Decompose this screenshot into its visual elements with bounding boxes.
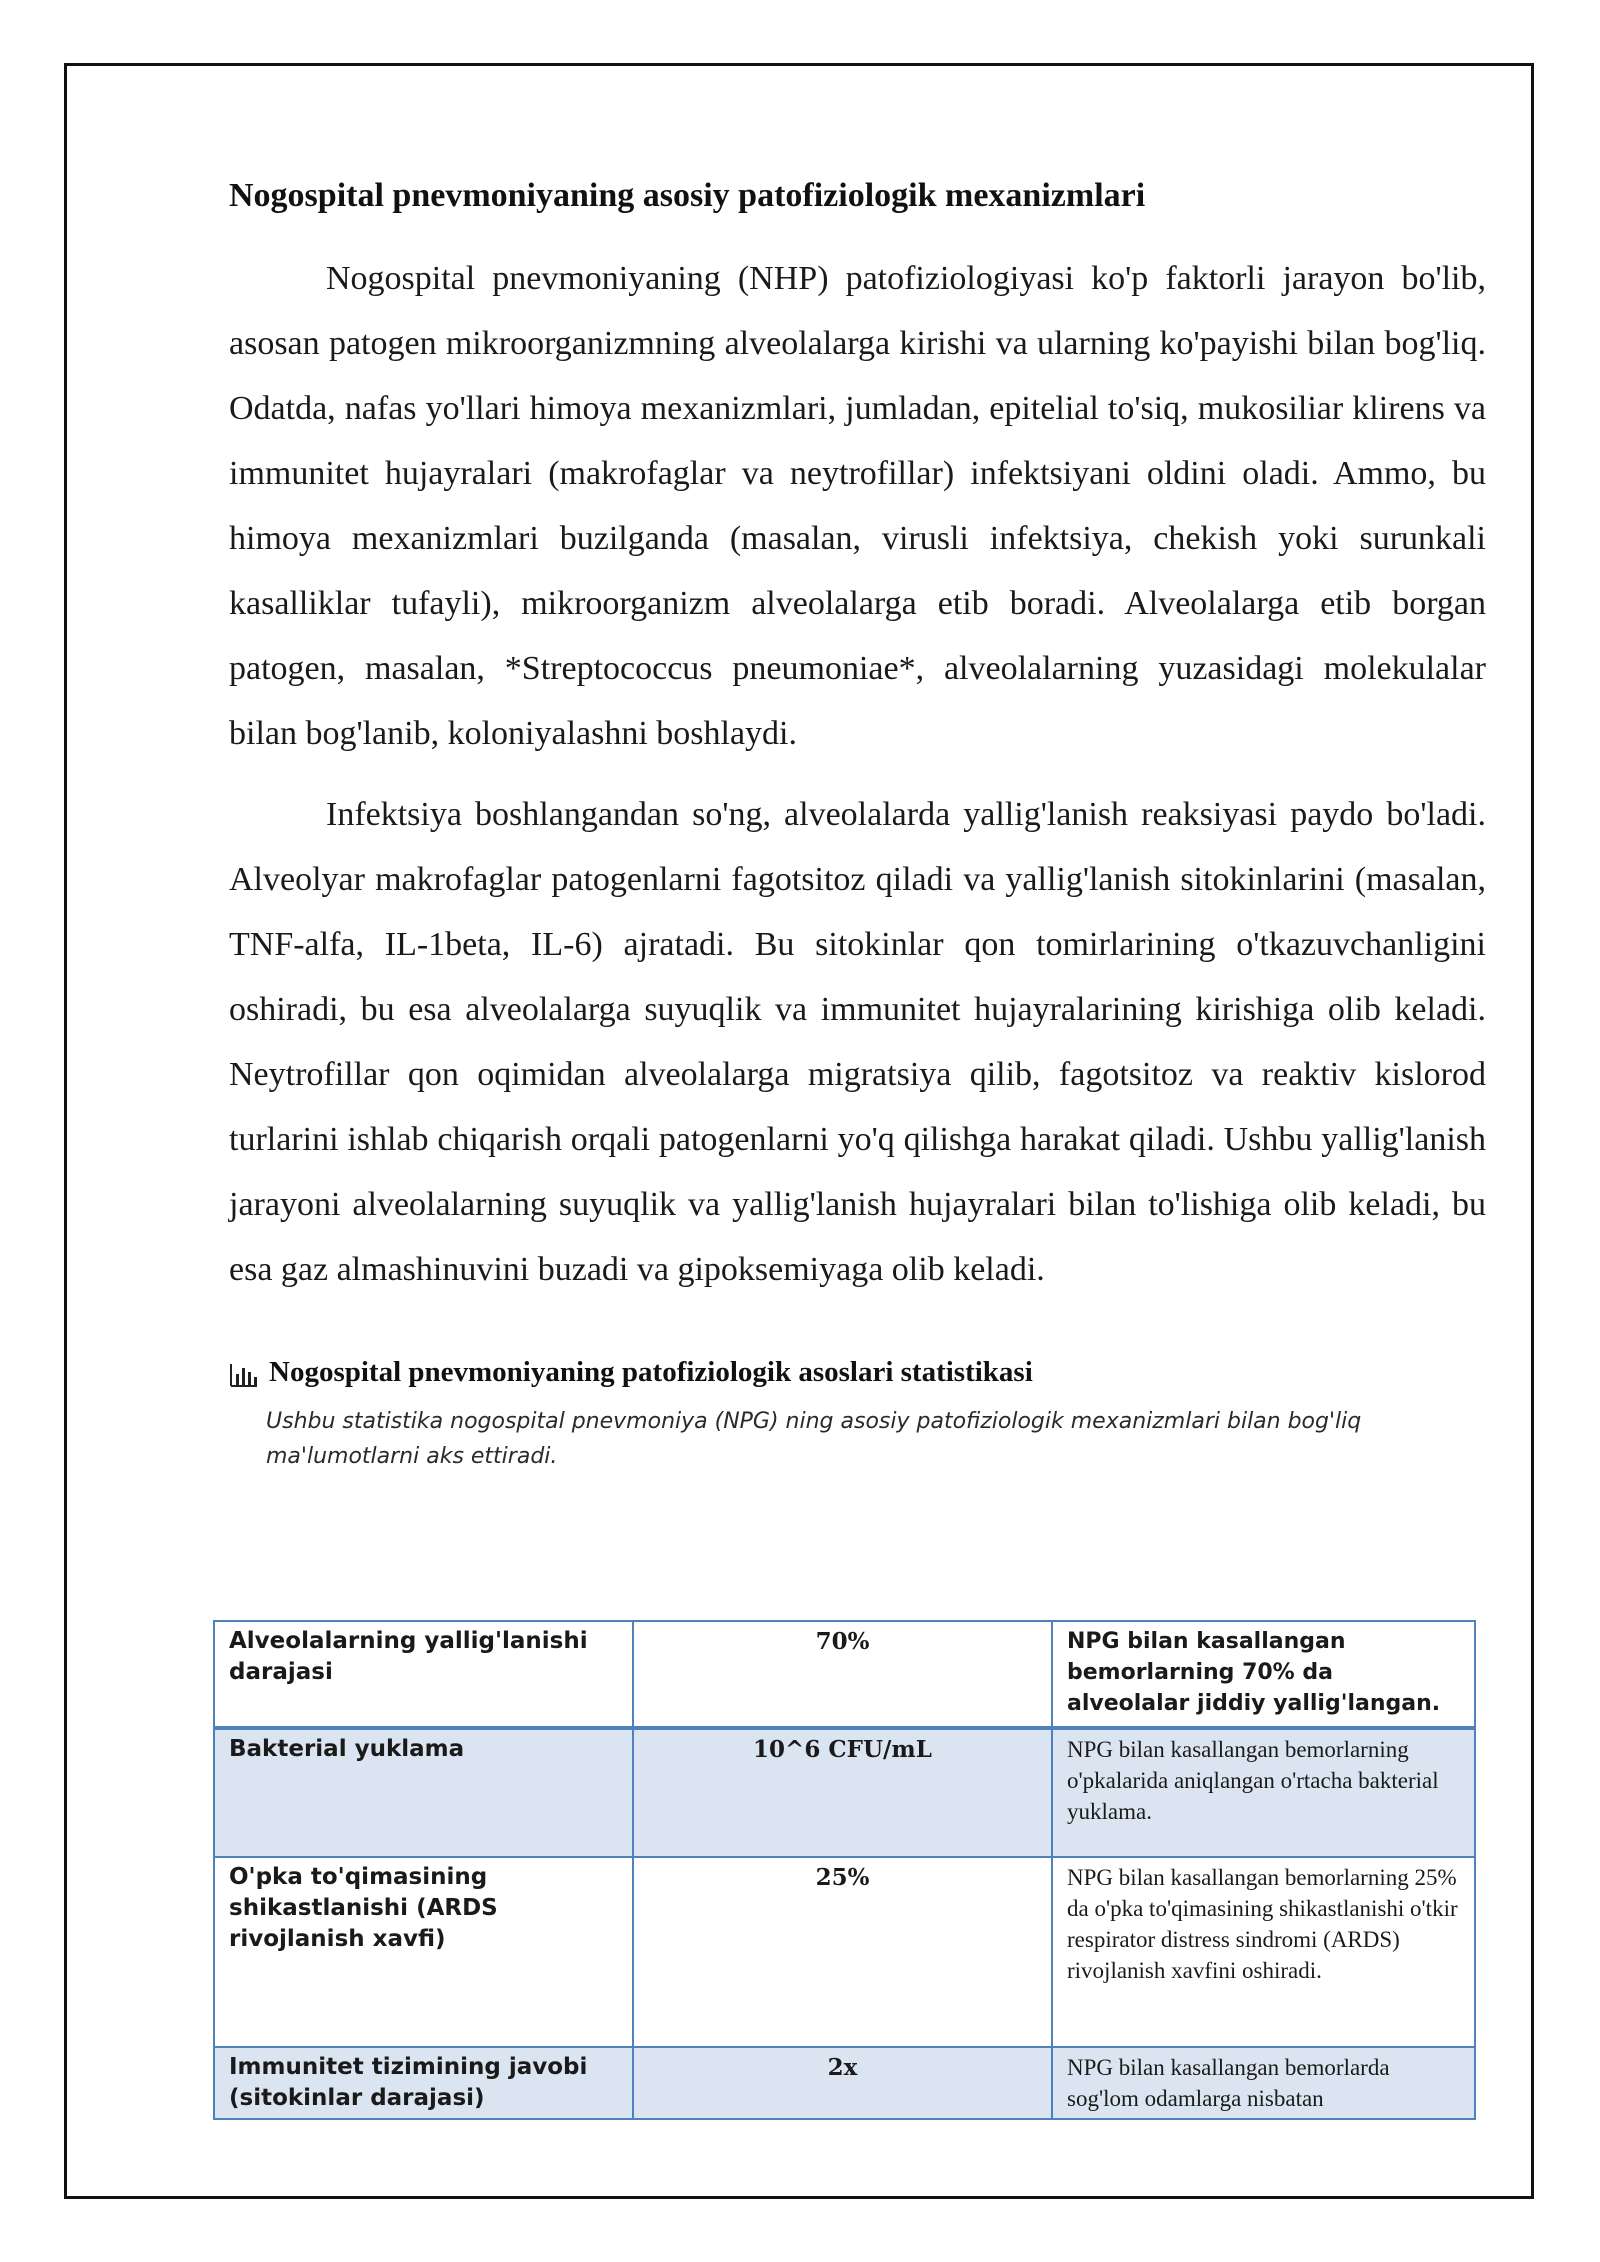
row-note: NPG bilan kasallangan bemorlarda sog'lom odamlarga nisbatan [1052, 2047, 1475, 2119]
section-heading: Nogospital pnevmoniyaning asosiy patofiziologik mexanizmlari [229, 177, 1146, 214]
row-label: O'pka to'qimasining shikastlanishi (ARDS rivojlanish xavfi) [214, 1857, 633, 2047]
row-note: NPG bilan kasallangan bemorlarning o'pkalarida aniqlangan o'rtacha bakterial yuklama. [1052, 1728, 1475, 1857]
stats-title: Nogospital pnevmoniyaning patofiziologik asoslari statistikasi [269, 1356, 1033, 1388]
table-row [214, 2047, 1475, 2119]
document-body [229, 172, 1486, 1474]
row-note: NPG bilan kasallangan bemorlarning 25% da o'pka to'qimasining shikastlanishi o'tkir respirator distress sindromi (ARDS) rivojlanish xavfini oshiradi. [1052, 1857, 1475, 2047]
paragraph-1: Nogospital pnevmoniyaning (NHP) patofiziologiyasi ko'p faktorli jarayon bo'lib, asosan patogen mikroorganizmning alveolalarga kirishi va ularning ko'payishi bilan bog'liq. Odatda, nafas yo'llari himoya mexanizmlari, jumladan, epitelial to'siq, mukosiliar klirens va immunitet hujayralari (makrofaglar va neytrofillar) infektsiyani oldini oladi. Ammo, bu himoya mexanizmlari buzilganda (masalan, virusli infektsiya, chekish yoki surunkali kasalliklar tufayli), mikroorganizm alveolalarga etib boradi. Alveolalarga etib borgan patogen, masalan, *Streptococcus pneumoniae*, alveolalarning yuzasidagi molekulalar bilan bog'lanib, koloniyalashni boshlaydi. [229, 260, 1486, 752]
row-label: Alveolalarning yallig'lanishi darajasi [214, 1621, 633, 1728]
table-row [214, 1857, 1475, 2047]
statistics-table [213, 1620, 1476, 2120]
row-label: Immunitet tizimining javobi (sitokinlar darajasi) [214, 2047, 633, 2119]
bar-chart-icon [229, 1359, 259, 1385]
table-row [214, 1621, 1475, 1728]
stats-heading [229, 1352, 1486, 1392]
row-label: Bakterial yuklama [214, 1728, 633, 1857]
row-value: 70% [633, 1621, 1052, 1728]
row-value: 2x [633, 2047, 1052, 2119]
row-value: 25% [633, 1857, 1052, 2047]
row-note: NPG bilan kasallangan bemorlarning 70% da alveolalar jiddiy yallig'langan. [1052, 1621, 1475, 1728]
stats-description: Ushbu statistika nogospital pnevmoniya (NPG) ning asosiy patofiziologik mexanizmlari bilan bog'liq ma'lumotlarni aks ettiradi. [266, 1409, 1362, 1469]
row-value: 10^6 CFU/mL [633, 1728, 1052, 1857]
paragraph-2: Infektsiya boshlangandan so'ng, alveolalarda yallig'lanish reaksiyasi paydo bo'ladi. Alveolyar makrofaglar patogenlarni fagotsitoz qiladi va yallig'lanish sitokinlarini (masalan, TNF-alfa, IL-1beta, IL-6) ajratadi. Bu sitokinlar qon tomirlarining o'tkazuvchanligini oshiradi, bu esa alveolalarga suyuqlik va immunitet hujayralarining kirishiga olib keladi. Neytrofillar qon oqimidan alveolalarga migratsiya qilib, fagotsitoz va reaktiv kislorod turlarini ishlab chiqarish orqali patogenlarni yo'q qilishga harakat qiladi. Ushbu yallig'lanish jarayoni alveolalarning suyuqlik va yallig'lanish hujayralari bilan to'lishiga olib keladi, bu esa gaz almashinuvini buzadi va gipoksemiyaga olib keladi. [229, 796, 1486, 1288]
table-row [214, 1728, 1475, 1857]
